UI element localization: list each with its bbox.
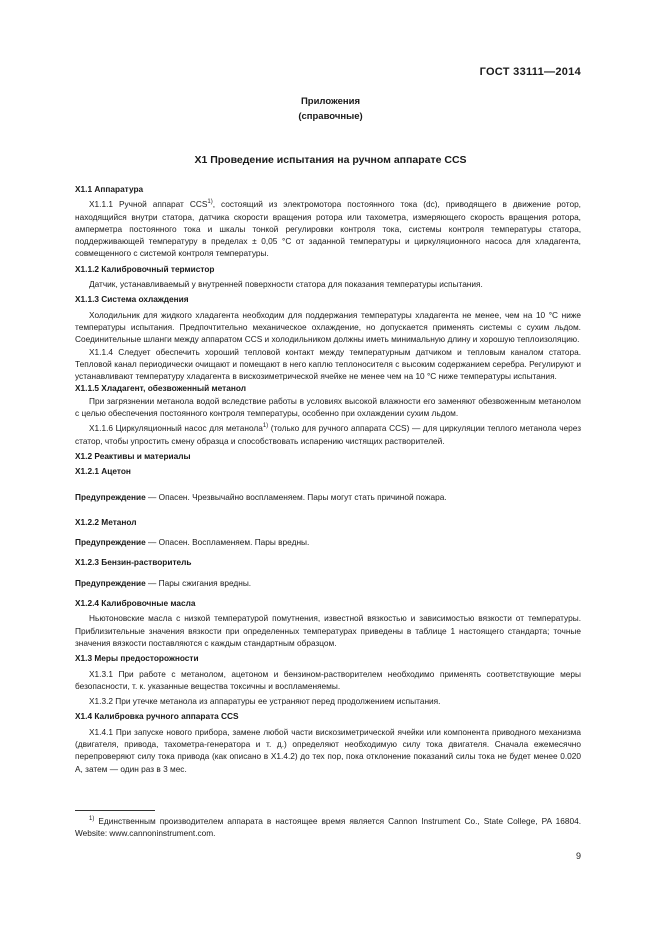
footnote-separator bbox=[75, 810, 155, 811]
heading-x1-3: X1.3 Меры предосторожности bbox=[75, 653, 199, 664]
heading-x1-2-4: X1.2.4 Калибровочные масла bbox=[75, 598, 196, 609]
annex-heading bbox=[0, 94, 661, 124]
heading-x1-2: X1.2 Реактивы и материалы bbox=[75, 450, 191, 461]
footnote: $^{1)}$ Единственным производителем аппарата в настоящее время является Cannon Instrument Co., State College, PA 16804. Website: www.cannoninstrument.com. bbox=[75, 816, 581, 838]
document-body bbox=[75, 183, 581, 775]
paragraph-x1-1-6: X1.1.6 Циркуляционный насос для метанола$^{1)}$ (только для ручного аппарата CCS) — для циркуляции теплого метанола через статор, чтобы упростить смену образца и способствовать испарению чистящих растворителей. bbox=[75, 423, 582, 446]
footnote-marker: 1) bbox=[89, 816, 95, 823]
heading-x1-2-2: X1.2.2 Метанол bbox=[75, 516, 137, 527]
section-title: X1 Проведение испытания на ручном аппарате CCS bbox=[194, 154, 467, 166]
annex-subtitle: (справочные) bbox=[298, 111, 363, 122]
standard-number: ГОСТ 33111—2014 bbox=[479, 66, 581, 78]
heading-x1-2-3: X1.2.3 Бензин-растворитель bbox=[75, 557, 192, 568]
annex-title: Приложения bbox=[300, 96, 361, 107]
paragraph-x1-3-2: X1.3.2 При утечке метанола из аппаратуры ее устраняют перед продолжением испытания. bbox=[89, 696, 441, 707]
warning-methanol: Предупреждение — Опасен. Воспламеняем. Пары вредны. bbox=[75, 537, 310, 548]
warning-solvent: Предупреждение — Пары сжигания вредны. bbox=[75, 577, 252, 588]
heading-x1-4: X1.4 Калибровка ручного аппарата CCS bbox=[75, 711, 239, 722]
footnote-ref: 1) bbox=[207, 199, 213, 206]
page-number: 9 bbox=[575, 851, 581, 861]
heading-x1-2-1: X1.2.1 Ацетон bbox=[75, 466, 131, 477]
warning-acetone: Предупреждение — Опасен. Чрезвычайно воспламеняем. Пары могут стать причиной пожара. bbox=[75, 491, 447, 502]
footnote-ref: 1) bbox=[262, 423, 269, 430]
paragraph-x1-4-1: X1.4.1 При запуске нового прибора, замене любой части вискозиметрической ячейки или компонента приводного механизма (двигателя, привода, тахометра-генератора и т. д.) определяют необходимую силу тока двигателя. Сначала ежемесячно перепроверяют силу тока привода (как описано в X1.4.2) до тех пор, пока отклонение показаний силы тока не будет менее 0.020 А, затем — один раз в 3 мес. bbox=[75, 726, 581, 774]
paragraph-x1-1-2: Датчик, устанавливаемый у внутренней поверхности статора для показания температуры испытания. bbox=[89, 279, 483, 290]
paragraph-x1-2-4: Ньютоновские масла с низкой температурой помутнения, известной вязкостью и зависимостью вязкости от температуры. Приблизительные значения вязкости при определенных температурах приведены в таблице 1 настоящего стандарта; точные значения вязкости поставляются с каждым стандартным образцом. bbox=[75, 613, 581, 648]
heading-x1-1-3: X1.1.3 Система охлаждения bbox=[75, 294, 189, 305]
paragraph-x1-1-5: При загрязнении метанола водой вследствие работы в условиях высокой влажности его заменяют обезвоженным метанолом с целью обеспечения постоянного контроля температуры, особенно при охлаждении сухим льдом. bbox=[75, 395, 581, 419]
heading-x1-1-5: X1.1.5 Хладагент, обезвоженный метанол bbox=[75, 383, 246, 394]
paragraph-x1-3-1: X1.3.1 При работе с метанолом, ацетоном и бензином-растворителем необходимо применять соответствующие меры безопасности, т. к. указанные вещества токсичны и воспламеняемы. bbox=[75, 668, 581, 691]
paragraph-x1-1-4: X1.1.4 Следует обеспечить хороший тепловой контакт между температурным датчиком и тепловым каналом статора. Тепловой канал периодически очищают и помещают в него каплю теплоносителя с высоким содержанием серебра. Регулируют и устанавливают температуру хладагента в вискозиметрической ячейке не менее чем на 10 °С ниже температуры испытания. bbox=[75, 346, 581, 382]
paragraph-x1-1-1: X1.1.1 Ручной аппарат CCS$^{1)}$, состоящий из электромотора постоянного тока (dc), приводящего в движение ротор, находящийся внутри статора, датчика скорости вращения ротора или тахометра, измеряющего скорость вращения ротора, амперметра постоянного тока и шкалы тонкой регулировки контроля тока, системы контроля температуры статора, поддерживающей температуру в пределах ± 0,05 °С от заданной температуры и циркуляционного насоса для хладагента, совмещенного с системой контроля температуры. bbox=[75, 199, 581, 259]
heading-x1-1: X1.1 Аппаратура bbox=[75, 184, 144, 194]
paragraph-x1-1-3: Холодильник для жидкого хладагента необходим для поддержания температуры хладагента не менее, чем на 10 °С ниже температуры испытания. Предпочтительно механическое охлаждение, но допускается применять системы с сухим льдом. Соединительные шланги между аппаратом CCS и холодильником должны иметь минимальную длину и хорошую теплоизоляцию. bbox=[75, 309, 581, 345]
heading-x1-1-2: X1.1.2 Калибровочный термистор bbox=[75, 263, 215, 274]
